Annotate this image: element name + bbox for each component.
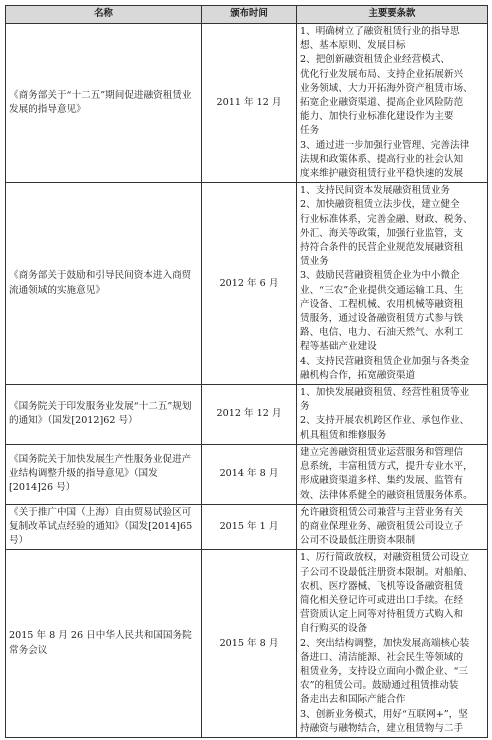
term-line: 息系统，丰富租赁方式，提升专业水平，	[300, 461, 473, 473]
term-line: 程等基础产业建设	[300, 341, 377, 353]
term-line: 子公司不设最低注册资本限制。对船舶、	[300, 566, 473, 578]
term-line: 4、支持民营融资租赁企业加强与各类金	[300, 355, 470, 367]
issue-date: 2014 年 8 月	[202, 444, 297, 504]
term-line: 想、基本原则、发展目标	[300, 40, 406, 52]
term-line: 务	[300, 401, 310, 413]
term-line: 3、通过进一步加强行业管理、完善法律	[300, 139, 470, 151]
term-line: 3、鼓励民营融资租赁企业为中小微企	[300, 270, 460, 282]
policy-name: 《商务部关于“十二五”期间促进融资租赁业发展的指导意见》	[6, 24, 202, 183]
term-line: 融机构合作，拓宽融资渠道	[300, 369, 416, 381]
term-line: 农”的租赁公司。鼓励通过租赁推动装	[300, 680, 459, 692]
term-line: 简化相关登记许可或进出口手续。在经	[300, 594, 464, 606]
term-line: 3、创新业务模式，用好“互联网+”，坚	[300, 708, 468, 720]
term-line: 备进口、清洁能源、社会民生等领域的	[300, 651, 464, 663]
header-name: 名称	[6, 6, 202, 24]
term-line: 赁服务，通过设备融资租赁方式参与铁	[300, 313, 464, 325]
term-line: 持融资与融物结合，建立租赁物与二手	[300, 722, 464, 734]
issue-date: 2011 年 12 月	[202, 24, 297, 183]
table-row	[6, 444, 488, 504]
table-body	[6, 24, 488, 738]
term-line: 建立完善融资租赁业运营服务和管理信	[300, 446, 464, 458]
table-header-row	[6, 6, 488, 24]
term-line: 2、支持开展农机跨区作业、承包作业、	[300, 415, 470, 427]
term-line: 允许融资租赁公司兼营与主营业务有关	[300, 506, 464, 518]
term-line: 1、明确树立了融资租赁行业的指导思	[300, 26, 460, 37]
term-line: 机具租赁和维修服务	[300, 429, 387, 441]
header-date: 颁布时间	[202, 6, 297, 24]
term-line: 路、电信、电力、石油天然气、水利工	[300, 327, 464, 339]
term-line: 2、把创新融资租赁企业经营模式、	[300, 54, 451, 66]
main-terms	[297, 183, 488, 385]
term-line: 产设备、工程机械、农用机械等融资租	[300, 298, 464, 310]
term-line: 1、支持民间资本发展融资租赁业务	[300, 185, 451, 197]
policy-name: 《商务部关于鼓励和引导民间资本进入商贸流通领域的实施意见》	[6, 183, 202, 385]
term-line: 效、法律体系健全的融资租赁服务体系。	[300, 489, 473, 501]
term-line: 法规和政策体系、提高行业的社会认知	[300, 153, 464, 165]
term-line: 拓宽企业融资渠道、提高企业风险防范	[300, 97, 464, 109]
issue-date: 2015 年 1 月	[202, 504, 297, 550]
term-line: 1、加快发展融资租赁、经营性租赁等业	[300, 387, 470, 399]
term-line: 的商业保理业务、融资租赁公司设立子	[300, 520, 464, 532]
header-terms: 主要要条款	[297, 6, 488, 24]
term-line: 持符合条件的民营企业规范发展融资租	[300, 242, 464, 254]
term-line: 赁业务	[300, 256, 329, 268]
term-line: 优化行业发展布局、支持企业拓展新兴	[300, 68, 464, 80]
policy-name: 《关于推广中国（上海）自由贸易试验区可复制改革试点经验的通知》（国发[2014]65 号）	[6, 504, 202, 550]
term-line: 形成融资渠道多样、集约发展、监管有	[300, 475, 464, 487]
term-line: 任务	[300, 125, 320, 137]
main-terms	[297, 385, 488, 445]
issue-date: 2012 年 12 月	[202, 385, 297, 445]
term-line: 租赁业务，支持设立面向小微企业、“三	[300, 665, 468, 677]
table-row	[6, 183, 488, 385]
policy-name: 2015 年 8 月 26 日中华人民共和国国务院常务会议	[6, 550, 202, 738]
term-line: 2、突出结构调整，加快发展高端核心装	[300, 637, 470, 649]
issue-date: 2015 年 8 月	[202, 550, 297, 738]
policy-name: 《国务院关于加快发展生产性服务业促进产业结构调整升级的指导意见》（国发[2014]26 号）	[6, 444, 202, 504]
term-line: 业、“三农”企业提供交通运输工具、生	[300, 284, 464, 296]
policy-table	[5, 5, 488, 738]
term-line: 备走出去和国际产能合作	[300, 694, 406, 706]
term-line: 1、厉行简政放权，对融资租赁公司设立	[300, 552, 470, 564]
main-terms	[297, 24, 488, 183]
term-line: 外汇、海关等政策，加强行业监管，支	[300, 227, 464, 239]
term-line: 度来维护融资租赁行业平稳快速的发展	[300, 168, 464, 180]
table-row	[6, 24, 488, 183]
table-row	[6, 504, 488, 550]
term-line: 营资质认定上同等对待租赁方式购入和	[300, 609, 464, 621]
term-line: 自行购买的设备	[300, 623, 368, 635]
term-line: 公司不设最低注册资本限制	[300, 535, 416, 547]
term-line: 农机、医疗器械、飞机等设备融资租赁	[300, 580, 464, 592]
term-line: 2、加快融资租赁立法步伐，建立健全	[300, 199, 460, 211]
main-terms	[297, 550, 488, 738]
term-line: 能力、加快行业标准化建设作为主要	[300, 111, 454, 123]
table-row	[6, 385, 488, 445]
table-row	[6, 550, 488, 738]
policy-name: 《国务院关于印发服务业发展“十二五”规划的通知》（国发[2012]62 号）	[6, 385, 202, 445]
main-terms	[297, 444, 488, 504]
main-terms	[297, 504, 488, 550]
term-line: 行业标准体系，完善金融、财政、税务、	[300, 213, 473, 225]
issue-date: 2012 年 6 月	[202, 183, 297, 385]
term-line: 业务领域、大力开拓海外资产租赁市场、	[300, 82, 473, 94]
